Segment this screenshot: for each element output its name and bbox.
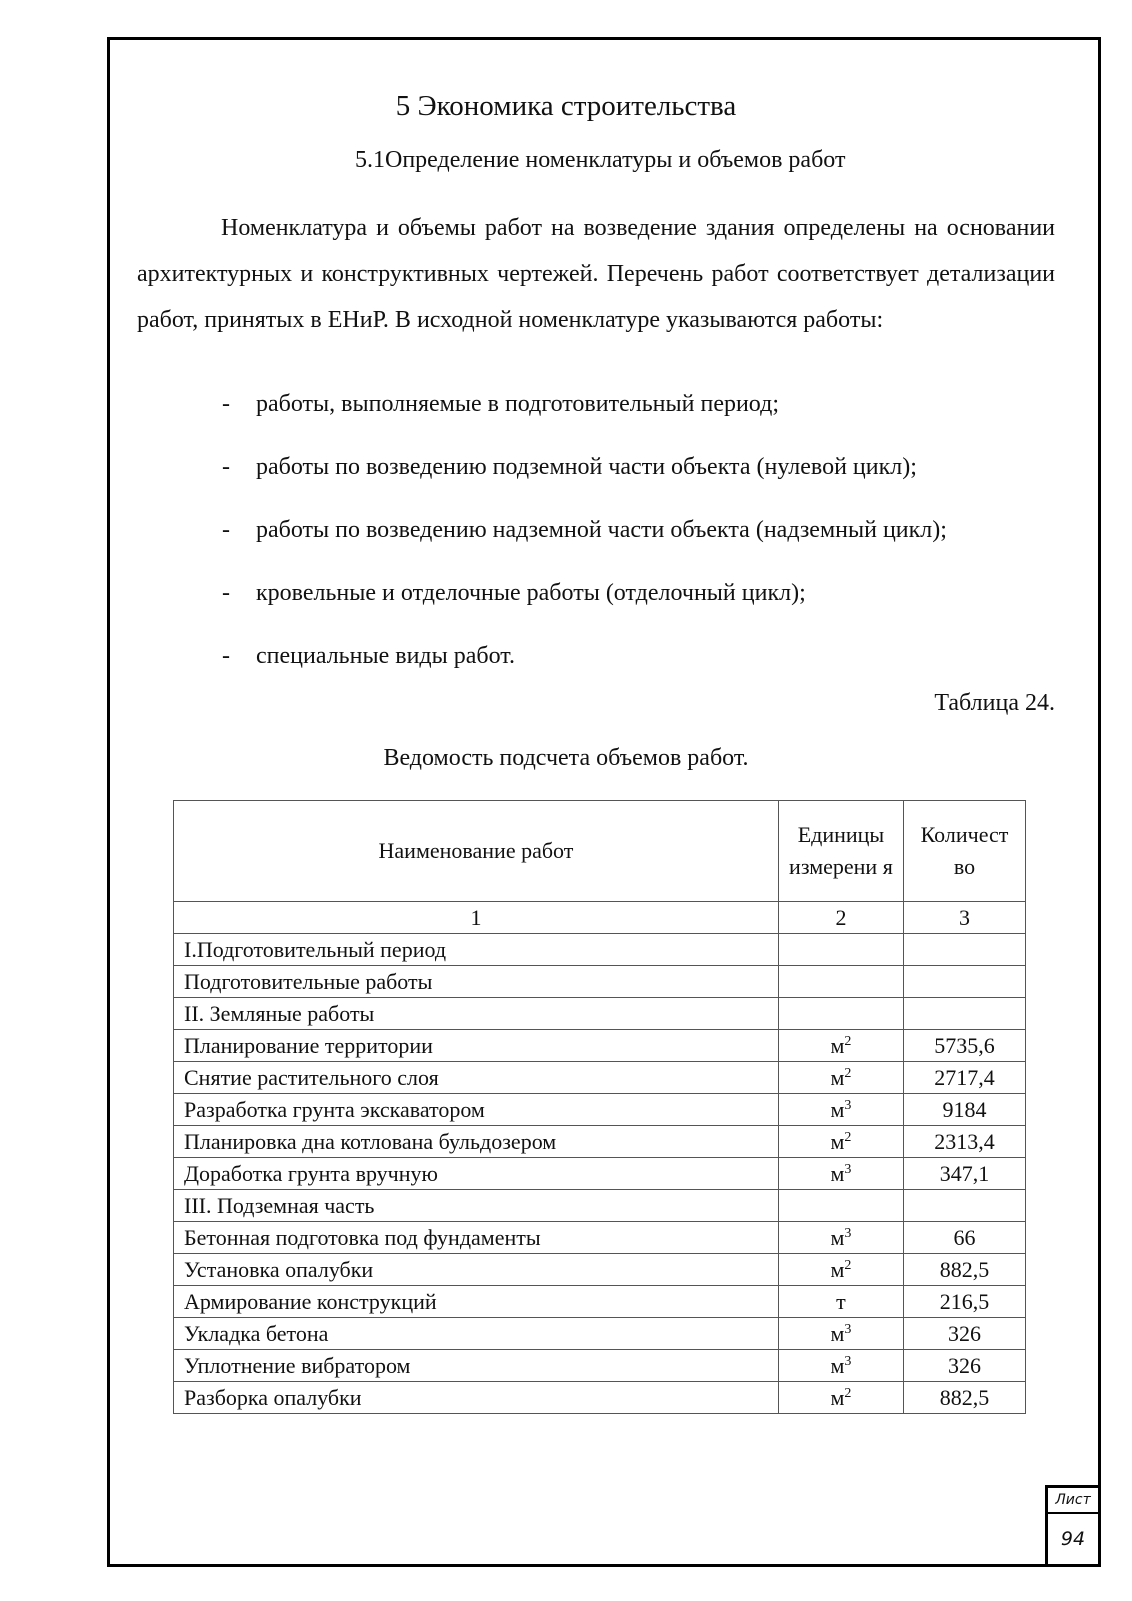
quantity-cell: 326 (903, 1350, 1025, 1382)
work-name-cell: Армирование конструкций (174, 1286, 779, 1318)
unit-text: м (830, 1257, 845, 1282)
sheet-label: Лист (1048, 1488, 1098, 1514)
unit-exponent: 3 (844, 1354, 852, 1369)
work-name-cell: Доработка грунта вручную (174, 1158, 779, 1190)
unit-text: т (836, 1289, 846, 1314)
work-name-cell: Бетонная подготовка под фундаменты (174, 1222, 779, 1254)
work-name-cell: I.Подготовительный период (174, 934, 779, 966)
work-name-cell: III. Подземная часть (174, 1190, 779, 1222)
unit-exponent: 2 (844, 1130, 852, 1145)
table-row (174, 1062, 1026, 1094)
bullet-marker: - (222, 517, 230, 543)
table-row (174, 1350, 1026, 1382)
work-name-cell: Планирование территории (174, 1030, 779, 1062)
unit-cell (778, 1190, 903, 1222)
col-number: 2 (778, 902, 903, 934)
bullet-text: работы по возведению подземной части объекта (нулевой цикл); (256, 454, 917, 480)
section-heading: 5 Экономика строительства (395, 90, 737, 122)
table-row (174, 998, 1026, 1030)
quantity-cell: 882,5 (903, 1382, 1025, 1414)
intro-paragraph: Номенклатура и объемы работ на возведение здания определены на основании архитектурных и конструктивных чертежей. Перечень работ соответствует детализации работ, принятых в ЕНиР. В исходной номенклатуре указываются работы: (137, 215, 1055, 333)
unit-exponent: 3 (844, 1098, 852, 1113)
unit-text: м (830, 1225, 845, 1250)
work-name-cell: Подготовительные работы (174, 966, 779, 998)
quantity-cell: 326 (903, 1318, 1025, 1350)
work-name-cell: II. Земляные работы (174, 998, 779, 1030)
sheet-stamp (1045, 1485, 1101, 1567)
unit-text: м (830, 1353, 845, 1378)
work-name-cell: Разработка грунта экскаватором (174, 1094, 779, 1126)
col-number: 3 (903, 902, 1025, 934)
subsection-heading: 5.1Определение номенклатуры и объемов работ (355, 147, 846, 173)
unit-text: м (830, 1129, 845, 1154)
table-row (174, 1318, 1026, 1350)
unit-cell (778, 998, 903, 1030)
table-row (174, 1126, 1026, 1158)
table-row (174, 1286, 1026, 1318)
bullet-text: работы, выполняемые в подготовительный период; (256, 391, 779, 417)
unit-exponent: 3 (844, 1322, 852, 1337)
unit-cell (778, 966, 903, 998)
unit-text: м (830, 1033, 845, 1058)
quantity-cell: 347,1 (903, 1158, 1025, 1190)
table-header-row (174, 801, 1026, 902)
quantity-cell (903, 934, 1025, 966)
quantity-cell: 2313,4 (903, 1126, 1025, 1158)
unit-cell (778, 1030, 903, 1062)
work-name-cell: Укладка бетона (174, 1318, 779, 1350)
header-name: Наименование работ (174, 801, 779, 902)
unit-cell (778, 1158, 903, 1190)
bullet-item (222, 389, 779, 419)
quantity-cell: 9184 (903, 1094, 1025, 1126)
unit-cell (778, 1062, 903, 1094)
col-number: 1 (174, 902, 779, 934)
unit-cell (778, 1382, 903, 1414)
unit-cell (778, 934, 903, 966)
unit-text: м (830, 1385, 845, 1410)
quantity-cell (903, 1190, 1025, 1222)
table-row (174, 1190, 1026, 1222)
quantity-cell: 66 (903, 1222, 1025, 1254)
bullet-marker: - (222, 643, 230, 669)
header-unit: Единицы измерени я (778, 801, 903, 902)
quantity-cell: 2717,4 (903, 1062, 1025, 1094)
unit-exponent: 2 (844, 1034, 852, 1049)
header-quantity: Количест во (903, 801, 1025, 902)
unit-exponent: 2 (844, 1066, 852, 1081)
quantity-cell: 882,5 (903, 1254, 1025, 1286)
unit-exponent: 2 (844, 1258, 852, 1273)
unit-cell (778, 1318, 903, 1350)
unit-cell (778, 1222, 903, 1254)
unit-cell (778, 1254, 903, 1286)
quantity-cell: 5735,6 (903, 1030, 1025, 1062)
table-row (174, 1158, 1026, 1190)
bullet-text: кровельные и отделочные работы (отделочный цикл); (256, 580, 806, 606)
unit-text: м (830, 1161, 845, 1186)
table-row (174, 1382, 1026, 1414)
table-number: Таблица 24. (934, 690, 1055, 716)
work-name-cell: Установка опалубки (174, 1254, 779, 1286)
bullet-item (222, 641, 515, 671)
unit-cell (778, 1094, 903, 1126)
table-row (174, 1030, 1026, 1062)
volume-table (173, 800, 1026, 1414)
bullet-item (222, 515, 947, 545)
table-title: Ведомость подсчета объемов работ. (383, 745, 749, 771)
sheet-number: 94 (1060, 1528, 1086, 1550)
quantity-cell: 216,5 (903, 1286, 1025, 1318)
bullet-marker: - (222, 454, 230, 480)
table-row (174, 1222, 1026, 1254)
quantity-cell (903, 998, 1025, 1030)
table-row (174, 966, 1026, 998)
bullet-marker: - (222, 580, 230, 606)
unit-text: м (830, 1097, 845, 1122)
work-name-cell: Разборка опалубки (174, 1382, 779, 1414)
table-row (174, 1254, 1026, 1286)
unit-exponent: 3 (844, 1162, 852, 1177)
bullet-item (222, 578, 806, 608)
table-row (174, 1094, 1026, 1126)
unit-text: м (830, 1321, 845, 1346)
bullet-text: работы по возведению надземной части объекта (надземный цикл); (256, 517, 947, 543)
bullet-item (222, 452, 917, 482)
unit-exponent: 3 (844, 1226, 852, 1241)
work-name-cell: Планировка дна котлована бульдозером (174, 1126, 779, 1158)
quantity-cell (903, 966, 1025, 998)
work-name-cell: Снятие растительного слоя (174, 1062, 779, 1094)
work-name-cell: Уплотнение вибратором (174, 1350, 779, 1382)
bullet-text: специальные виды работ. (256, 643, 515, 669)
unit-text: м (830, 1065, 845, 1090)
column-number-row (174, 902, 1026, 934)
unit-cell (778, 1350, 903, 1382)
unit-cell (778, 1286, 903, 1318)
unit-exponent: 2 (844, 1386, 852, 1401)
unit-cell (778, 1126, 903, 1158)
bullet-marker: - (222, 391, 230, 417)
table-row (174, 934, 1026, 966)
